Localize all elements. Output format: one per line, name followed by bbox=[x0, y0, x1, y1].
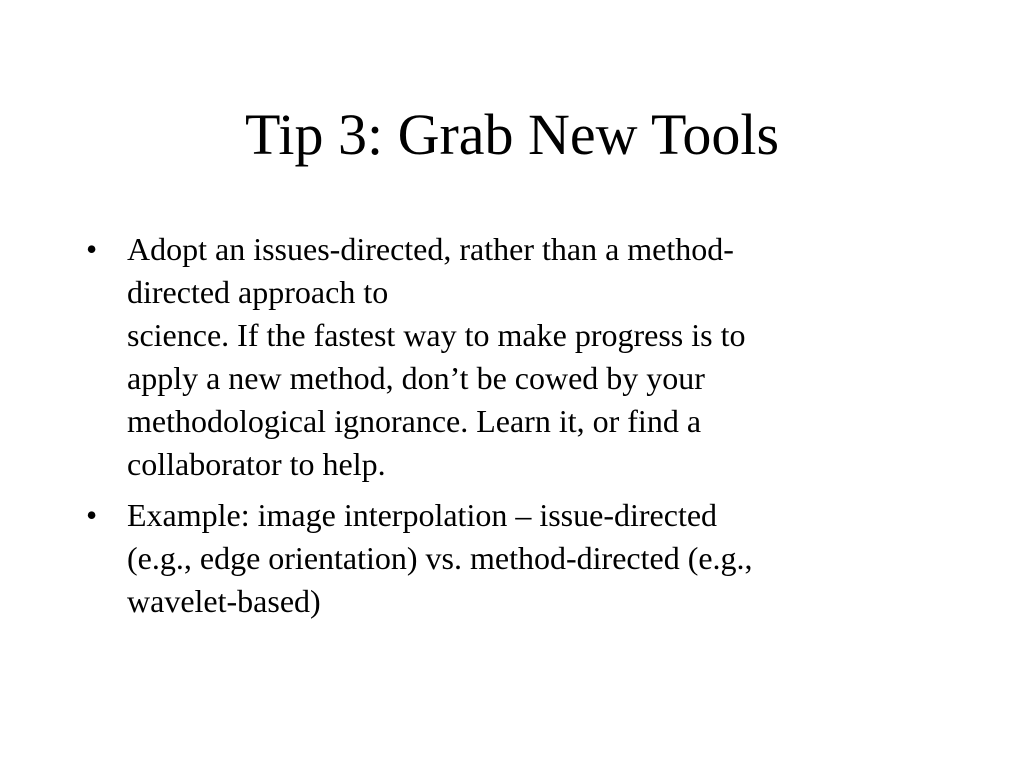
bullet-text-line: collaborator to help. bbox=[127, 446, 386, 482]
bullet-item bbox=[86, 494, 926, 623]
bullet-text-line: methodological ignorance. Learn it, or find a bbox=[127, 403, 702, 439]
bullet-text-line: wavelet-based) bbox=[127, 583, 321, 619]
bullet-text-line: science. If the fastest way to make progress is to bbox=[127, 317, 746, 353]
bullet-text-line: (e.g., edge orientation) vs. method-directed (e.g., bbox=[127, 540, 753, 576]
bullet-list bbox=[86, 228, 926, 631]
bullet-text-line: Example: image interpolation – issue-directed bbox=[127, 497, 718, 533]
slide-title: Tip 3: Grab New Tools bbox=[244, 102, 780, 167]
bullet-text-line: apply a new method, don’t be cowed by your bbox=[127, 360, 705, 396]
bullet-text-line: directed approach to bbox=[127, 274, 389, 310]
bullet-icon: • bbox=[86, 231, 98, 267]
bullet-item bbox=[86, 228, 926, 486]
bullet-icon: • bbox=[86, 497, 98, 533]
bullet-text-line: Adopt an issues-directed, rather than a method- bbox=[127, 231, 734, 267]
